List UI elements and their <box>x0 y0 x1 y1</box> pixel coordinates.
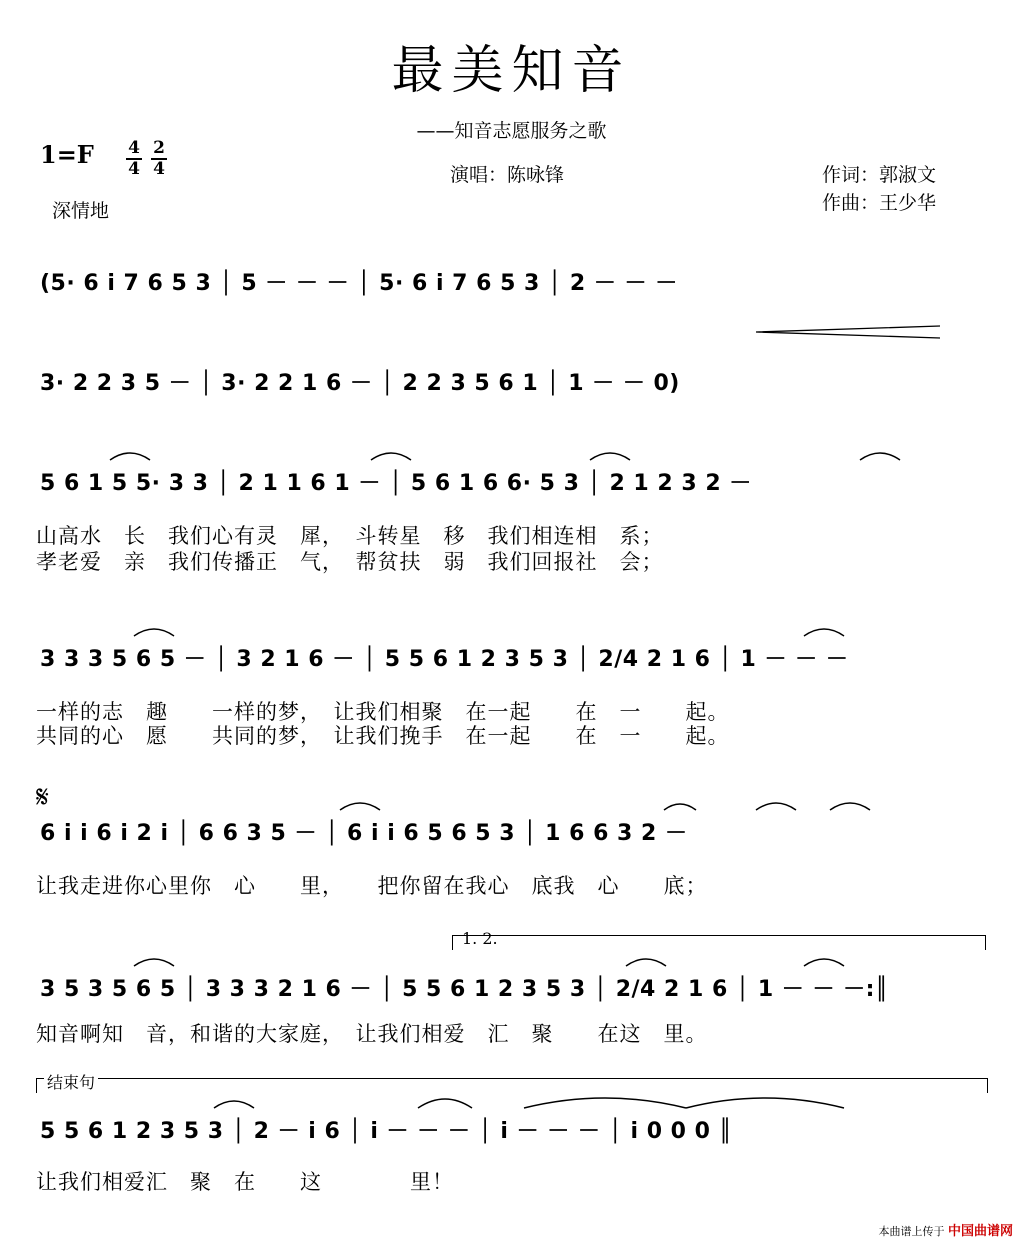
singer-credit: 演唱：陈咏锋 <box>450 164 565 186</box>
lyricist-credit: 作词：郭淑文 <box>822 164 937 186</box>
song-title: 最美知音 <box>391 41 632 101</box>
slur <box>664 804 696 810</box>
slur <box>418 1099 472 1108</box>
slur <box>830 803 870 810</box>
coda-label: 结束句 <box>44 1070 98 1093</box>
time-signature-2-4: 2 4 <box>151 140 167 178</box>
slur <box>804 959 844 966</box>
tie <box>686 1098 844 1108</box>
segno-sign: 𝄋 <box>36 780 49 815</box>
slur <box>756 803 796 810</box>
lyric-line-4a: 一样的志 趣 一样的梦， 让我们相聚 在一起 在 一 起。 <box>36 700 730 724</box>
slur <box>134 629 174 636</box>
slur <box>371 453 411 460</box>
composer-credit: 作曲：王少华 <box>822 192 937 214</box>
slur <box>340 803 380 810</box>
slur <box>590 453 630 460</box>
slur <box>214 1101 254 1108</box>
slur <box>860 453 900 460</box>
time-signature-4-4: 4 4 <box>126 140 142 178</box>
slur <box>626 959 666 966</box>
notation-line-4: 3 3 3 5 6 5 － │ 3 2 1 6 － │ 5 5 6 1 2 3 5 3 │ 2/4 2 1 6 │ 1 － － － <box>40 647 849 672</box>
footer-credit: 本曲谱上传于 中国曲谱网 <box>878 1224 1013 1239</box>
lyric-line-3a: 山高水 长 我们心有灵 犀， 斗转星 移 我们相连相 系； <box>36 524 664 548</box>
slur <box>804 629 844 636</box>
notation-line-2: 3· 2 2 3 5 － │ 3· 2 2 1 6 － │ 2 2 3 5 6 1 │ 1 － － 0) <box>40 371 680 396</box>
lyric-line-4b: 共同的心 愿 共同的梦， 让我们挽手 在一起 在 一 起。 <box>36 724 730 748</box>
slur <box>110 453 150 460</box>
key-signature: 1=F <box>40 140 94 169</box>
lyric-line-6: 知音啊知 音，和谐的大家庭， 让我们相爱 汇 聚 在这 里。 <box>36 1022 708 1046</box>
slur <box>134 959 174 966</box>
volta-label: 1. 2. <box>462 929 498 948</box>
decrescendo-hairpin <box>756 326 940 338</box>
tempo-marking: 深情地 <box>52 200 110 222</box>
lyric-line-5: 让我走进你心里你 心 里， 把你留在我心 底我 心 底； <box>36 874 708 898</box>
lyric-line-3b: 孝老爱 亲 我们传播正 气， 帮贫扶 弱 我们回报社 会； <box>36 550 664 574</box>
notation-line-6: 3 5 3 5 6 5 │ 3 3 3 2 1 6 － │ 5 5 6 1 2 3 5 3 │ 2/4 2 1 6 │ 1 － － －:║ <box>40 977 889 1002</box>
lyric-line-7: 让我们相爱汇 聚 在 这 里！ <box>36 1170 454 1194</box>
notation-line-1: (5· 6 i 7 6 5 3 │ 5 － － － │ 5· 6 i 7 6 5 3 │ 2 － － － <box>40 271 678 296</box>
notation-line-5: 6 i i 6 i 2 i │ 6 6 3 5 － │ 6 i i 6 5 6 5 3 │ 1 6 6 3 2 － <box>40 821 688 846</box>
notation-line-7: 5 5 6 1 2 3 5 3 │ 2 － i 6 │ i － － － │ i － － － │ i 0 0 0 ║ <box>40 1119 733 1144</box>
notation-line-3: 5 6 1 5 5· 3 3 │ 2 1 1 6 1 － │ 5 6 1 6 6· 5 3 │ 2 1 2 3 2 － <box>40 471 752 496</box>
tie <box>524 1098 686 1108</box>
song-subtitle: ——知音志愿服务之歌 <box>416 120 607 142</box>
